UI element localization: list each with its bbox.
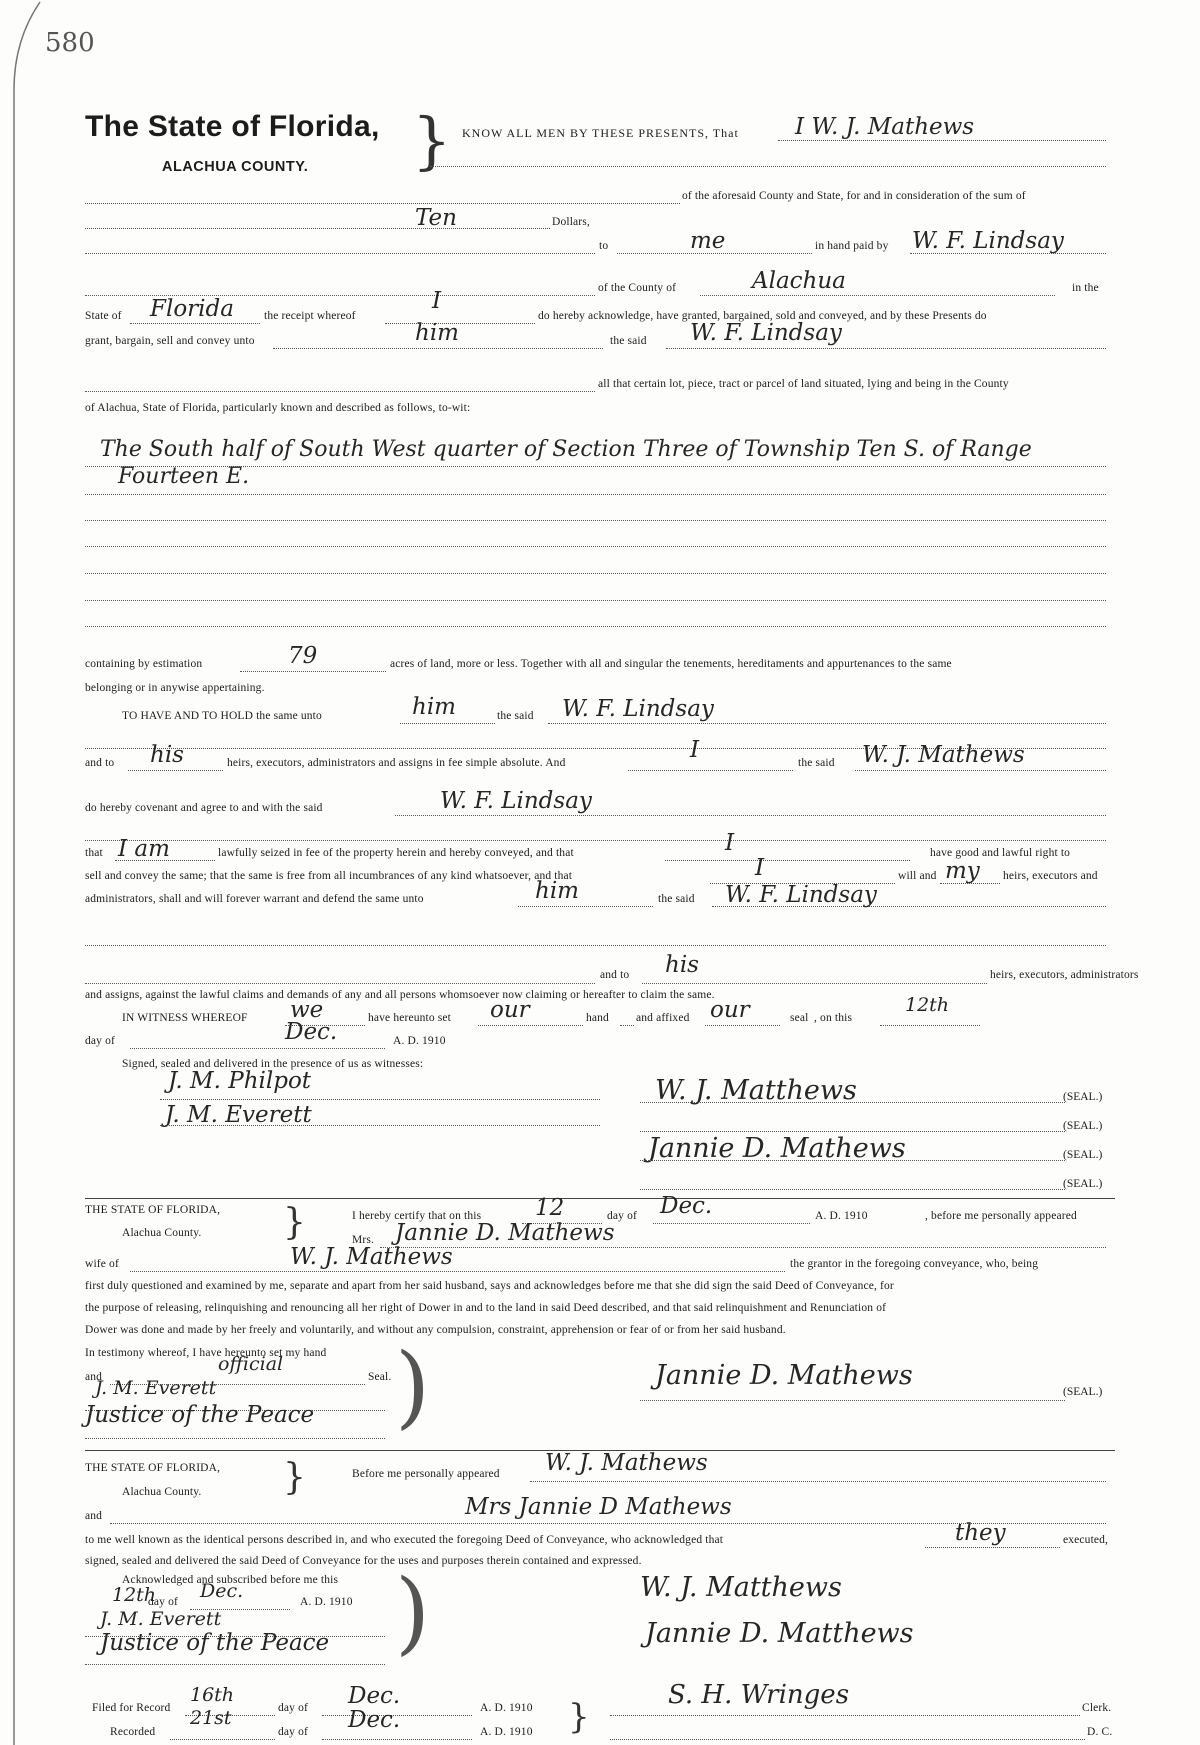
ack-signature2-handwriting: Jannie D. Matthews <box>645 1618 914 1649</box>
covenant-text: do hereby covenant and agree to and with the said <box>85 802 323 814</box>
line <box>130 1048 385 1049</box>
ack-officer-handwriting: J. M. Everett <box>100 1608 222 1630</box>
ack-state: THE STATE OF FLORIDA, <box>85 1462 221 1474</box>
the-said-label-3: the said <box>798 757 835 769</box>
good-right-text: have good and lawful right to <box>930 847 1071 859</box>
line <box>85 983 595 984</box>
dollars-label: Dollars, <box>552 216 590 228</box>
clerk-handwriting: S. H. Wringes <box>668 1680 850 1710</box>
sum-handwriting: Ten <box>415 205 457 231</box>
acres-text: acres of land, more or less. Together with all and singular the tenements, hereditaments and appurtenances to the same <box>390 658 952 670</box>
line <box>85 228 550 229</box>
hand-label: hand <box>586 1012 609 1024</box>
ack-signature1-handwriting: W. J. Matthews <box>640 1572 842 1603</box>
heirs2-text: heirs, executors, administrators <box>990 969 1139 981</box>
header-brace: } <box>412 104 452 177</box>
the-said-label-2: the said <box>497 710 534 722</box>
witness-handwriting: we <box>290 997 324 1023</box>
filed-ad: A. D. 1910 <box>480 1702 533 1714</box>
line <box>128 770 223 771</box>
ack-and-label: and <box>85 1510 103 1522</box>
seal-4: (SEAL.) <box>1063 1178 1103 1190</box>
of-alachua-text: of Alachua, State of Florida, particularly known and described as follows, to-wit: <box>85 402 471 414</box>
description-handwriting-1: The South half of South West quarter of Section Three of Township Ten S. of Range <box>100 437 1032 462</box>
ack-side-brace: ) <box>395 1560 431 1665</box>
wife-of-label: wife of <box>85 1258 119 1270</box>
sell-handwriting: I <box>755 855 765 881</box>
dower-body-2: the purpose of releasing, relinquishing and renouncing all her right of Dower in and to the land in said Deed described, and that said relinquishment and Renunciation of <box>85 1302 887 1314</box>
certify-text: I hereby certify that on this <box>352 1210 482 1222</box>
will-and-label: will and <box>898 870 937 882</box>
and-to-label: and to <box>85 757 115 769</box>
dower-state: THE STATE OF FLORIDA, <box>85 1204 221 1216</box>
line <box>610 1715 1080 1716</box>
line <box>430 166 1106 167</box>
signature2-handwriting: Jannie D. Mathews <box>648 1133 906 1164</box>
dower-seal-mark: (SEAL.) <box>1063 1386 1103 1398</box>
line <box>640 1131 1065 1132</box>
page-number: 580 <box>45 28 95 58</box>
wife-handwriting: W. J. Mathews <box>290 1244 453 1270</box>
have-said-handwriting: W. F. Lindsay <box>562 696 714 722</box>
dower-ad: A. D. 1910 <box>815 1210 868 1222</box>
line <box>160 1125 600 1126</box>
unto-handwriting: him <box>415 320 459 346</box>
line <box>705 1025 780 1026</box>
of-county-label: of the County of <box>598 282 677 294</box>
dower-day-handwriting: 12 <box>535 1195 565 1221</box>
line <box>85 494 1106 495</box>
in-the-label: in the <box>1072 282 1099 294</box>
containing-label: containing by estimation <box>85 658 203 670</box>
page-edge <box>0 0 60 1745</box>
line <box>620 1025 634 1026</box>
day-of-label: day of <box>85 1035 115 1047</box>
they-handwriting: they <box>955 1520 1006 1546</box>
ack-day-of: day of <box>148 1596 178 1608</box>
before-handwriting: W. J. Mathews <box>545 1450 708 1476</box>
ack-brace: } <box>283 1457 306 1498</box>
dower-and-label: and <box>85 1371 103 1383</box>
official-handwriting: official <box>218 1353 284 1375</box>
to-have-label: TO HAVE AND TO HOLD the same unto <box>122 710 322 722</box>
subscribed-text: Acknowledged and subscribed before me this <box>122 1574 339 1586</box>
dower-signature-handwriting: Jannie D. Mathews <box>655 1360 913 1391</box>
sell-text: sell and convey the same; that the same is free from all incumbrances of any kind whatsoever, and that <box>85 870 573 882</box>
the-said-label-4: the said <box>658 893 695 905</box>
line <box>85 573 1106 574</box>
line <box>855 770 1106 771</box>
affixed-handwriting: our <box>710 997 750 1023</box>
mrs-label: Mrs. <box>352 1234 375 1246</box>
dower-body-3: Dower was done and made by her freely and voluntarily, and without any compulsion, constraint, apprehension or fear of or from her said husband. <box>85 1324 786 1336</box>
will-handwriting: my <box>945 858 980 884</box>
and-to2-handwriting: his <box>665 952 699 978</box>
line <box>85 1664 385 1665</box>
line <box>240 671 386 672</box>
line <box>85 391 595 392</box>
filed-day-handwriting: 16th <box>190 1684 235 1706</box>
dower-seal-label: Seal. <box>368 1371 392 1383</box>
filed-day-of: day of <box>278 1702 308 1714</box>
ack-ad: A. D. 1910 <box>300 1596 353 1608</box>
admins-said-handwriting: W. F. Lindsay <box>725 882 877 908</box>
executed-label: executed, <box>1063 1534 1109 1546</box>
seal-1: (SEAL.) <box>1063 1091 1103 1103</box>
line <box>666 348 1106 349</box>
line <box>700 295 1055 296</box>
line <box>640 1160 1065 1161</box>
that-label: that <box>85 847 103 859</box>
seized-handwriting: I <box>725 830 735 856</box>
line <box>85 840 1106 841</box>
receipt-label: the receipt whereof <box>264 310 356 322</box>
line <box>170 1739 275 1740</box>
all-that-text: all that certain lot, piece, tract or parcel of land situated, lying and being in the County <box>598 378 1009 390</box>
line <box>130 1271 785 1272</box>
line <box>273 348 603 349</box>
to-handwriting: me <box>690 228 726 254</box>
to-label: to <box>599 240 609 252</box>
description-handwriting-2: Fourteen E. <box>118 464 250 489</box>
dower-title-handwriting: Justice of the Peace <box>85 1402 315 1428</box>
belonging-text: belonging or in anywise appertaining. <box>85 682 265 694</box>
state-handwriting: Florida <box>150 296 234 322</box>
dower-body-1: first duly questioned and examined by me, separate and apart from her said husband, says and acknowledges before me that she did sign the said Deed of Conveyance, for <box>85 1280 894 1292</box>
section-divider <box>85 1198 1115 1199</box>
line <box>85 945 1106 946</box>
line <box>85 600 1106 601</box>
dc-label: D. C. <box>1087 1726 1113 1738</box>
the-said-label: the said <box>610 335 647 347</box>
signature1-handwriting: W. J. Matthews <box>655 1075 857 1106</box>
said-handwriting: W. F. Lindsay <box>690 320 842 346</box>
testimony-brace: ) <box>395 1334 431 1439</box>
line <box>610 1739 1085 1740</box>
hereunto-label: have hereunto set <box>368 1012 452 1024</box>
and-to-label-2: and to <box>600 969 630 981</box>
affixed-label: and affixed <box>636 1012 690 1024</box>
line <box>640 1102 1065 1103</box>
seized-text: lawfully seized in fee of the property herein and hereby conveyed, and that <box>218 847 574 859</box>
seal-label: seal <box>790 1012 809 1024</box>
seal-3: (SEAL.) <box>1063 1149 1103 1161</box>
line <box>400 723 495 724</box>
grant-label: grant, bargain, sell and convey unto <box>85 335 255 347</box>
deed-l1: of the aforesaid County and State, for and in consideration of the sum of <box>682 190 1026 202</box>
line <box>880 1025 980 1026</box>
line <box>85 626 1106 627</box>
month-handwriting: Dec. <box>285 1019 338 1045</box>
dower-brace: } <box>283 1202 306 1243</box>
and-to-handwriting: his <box>150 742 184 768</box>
line <box>530 1481 1106 1482</box>
acres-handwriting: 79 <box>288 643 318 669</box>
line <box>628 770 793 771</box>
dower-county: Alachua County. <box>122 1227 202 1239</box>
state-title: The State of Florida, <box>85 110 380 143</box>
filed-month-handwriting: Dec. <box>348 1683 401 1709</box>
dower-day-of: day of <box>607 1210 637 1222</box>
on-this-label: , on this <box>814 1012 853 1024</box>
witness1-handwriting: J. M. Philpot <box>168 1068 312 1094</box>
dower-officer-handwriting: J. M. Everett <box>95 1377 217 1399</box>
line <box>778 140 1106 141</box>
heirs-exec-text: heirs, executors and <box>1003 870 1098 882</box>
state-of-label: State of <box>85 310 122 322</box>
line <box>548 723 1106 724</box>
filed-label: Filed for Record <box>92 1702 171 1714</box>
line <box>665 860 910 861</box>
covenant-handwriting: W. F. Lindsay <box>440 788 592 814</box>
recorded-ad: A. D. 1910 <box>480 1726 533 1738</box>
line <box>160 1099 600 1100</box>
ack-title-handwriting: Justice of the Peace <box>100 1630 330 1656</box>
receipt-handwriting: I <box>432 288 442 314</box>
line <box>925 1547 1060 1548</box>
ack-county: Alachua County. <box>122 1486 202 1498</box>
line <box>130 323 260 324</box>
ack-day-handwriting: 12th <box>112 1584 157 1606</box>
acknowledge-text: do hereby acknowledge, have granted, bargained, sold and conveyed, and by these Presents do <box>538 310 987 322</box>
line <box>85 1438 385 1439</box>
recorded-day-of: day of <box>278 1726 308 1738</box>
have-handwriting: him <box>412 694 456 720</box>
admins-handwriting: him <box>535 878 579 904</box>
mrs-handwriting: Jannie D. Mathews <box>395 1220 615 1246</box>
grantee-handwriting: W. F. Lindsay <box>912 228 1064 254</box>
assigns-text: and assigns, against the lawful claims and demands of any and all persons whomsoever now claiming or hereafter to claim the same. <box>85 989 715 1001</box>
line <box>322 1739 472 1740</box>
recorded-label: Recorded <box>110 1726 156 1738</box>
heirs-text: heirs, executors, administrators and assigns in fee simple absolute. And <box>227 757 566 769</box>
admins-text: administrators, shall and will forever warrant and defend the same unto <box>85 893 424 905</box>
line <box>642 983 987 984</box>
county-handwriting: Alachua <box>752 268 846 294</box>
line <box>380 1247 1106 1248</box>
dower-month-handwriting: Dec. <box>660 1193 713 1219</box>
line <box>640 1189 1065 1190</box>
ack-body-2: signed, sealed and delivered the said Deed of Conveyance for the uses and purposes therein contained and expressed. <box>85 1555 642 1567</box>
appeared-text: , before me personally appeared <box>925 1210 1077 1222</box>
recorded-day-handwriting: 21st <box>190 1707 232 1729</box>
line <box>385 323 535 324</box>
line <box>395 815 1106 816</box>
line <box>653 1223 810 1224</box>
line <box>85 520 1106 521</box>
paid-by-label: in hand paid by <box>815 240 889 252</box>
and-said-handwriting: W. J. Mathews <box>862 742 1025 768</box>
county-title: ALACHUA COUNTY. <box>162 159 309 175</box>
ad-label: A. D. 1910 <box>393 1035 446 1047</box>
before-text: Before me personally appeared <box>352 1468 500 1480</box>
witness2-handwriting: J. M. Everett <box>165 1102 312 1128</box>
line <box>640 1400 1065 1401</box>
testimony-text: In testimony whereof, I have hereunto set my hand <box>85 1347 327 1359</box>
witness-label: IN WITNESS WHEREOF <box>122 1012 248 1024</box>
know-all-text: KNOW ALL MEN BY THESE PRESENTS, That <box>462 126 739 140</box>
ack-body-1: to me well known as the identical persons described in, and who executed the foregoing Deed of Conveyance, who acknowledged that <box>85 1534 724 1546</box>
signed-text: Signed, sealed and delivered in the presence of us as witnesses: <box>122 1058 424 1070</box>
record-brace: } <box>568 1697 590 1737</box>
line <box>85 546 1106 547</box>
grantor-handwriting: I W. J. Mathews <box>795 114 975 140</box>
that-handwriting: I am <box>118 836 170 862</box>
line <box>85 253 595 254</box>
line <box>85 203 680 204</box>
ack-month-handwriting: Dec. <box>200 1580 244 1602</box>
day-handwriting: 12th <box>905 994 950 1016</box>
ack-and-handwriting: Mrs Jannie D Mathews <box>465 1494 732 1520</box>
and-handwriting: I <box>690 737 700 763</box>
seal-2: (SEAL.) <box>1063 1120 1103 1132</box>
hereunto-handwriting: our <box>490 997 530 1023</box>
recorded-month-handwriting: Dec. <box>348 1707 401 1733</box>
line <box>478 1025 583 1026</box>
line <box>518 906 653 907</box>
clerk-label: Clerk. <box>1082 1702 1112 1714</box>
grantor-text: the grantor in the foregoing conveyance, who, being <box>790 1258 1039 1270</box>
